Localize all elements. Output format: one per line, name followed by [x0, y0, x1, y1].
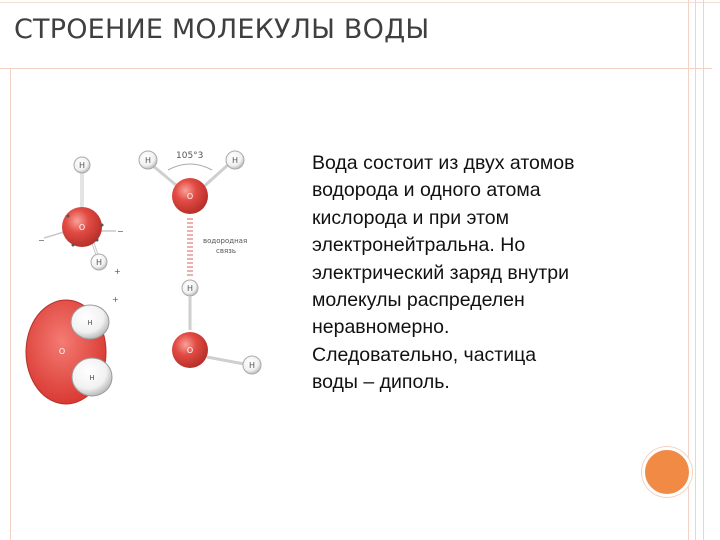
body-line: водорода и одного атома	[312, 179, 541, 202]
hydrogen-symbol: H	[89, 374, 95, 382]
hydrogen-symbol: H	[78, 161, 86, 170]
hydrogen-bond-label: водородная	[203, 237, 248, 245]
body-line: молекулы распределен	[312, 289, 525, 312]
oxygen-symbol: O	[186, 346, 194, 355]
bond-angle-arc	[168, 164, 212, 170]
hydrogen-symbol: H	[231, 156, 239, 165]
body-line: Следовательно, частица	[312, 343, 537, 366]
body-line: электрический заряд внутри	[312, 261, 569, 284]
hydrogen-bond-label: связь	[216, 247, 237, 255]
space-filling-model	[26, 295, 119, 404]
body-line: воды – диполь.	[312, 371, 450, 394]
tetrahedral-molecule	[38, 157, 124, 276]
charge-minus-label: −	[117, 227, 124, 236]
body-line: Вода состоит из двух атомов	[312, 152, 575, 174]
bond-line	[207, 357, 244, 364]
oxygen-symbol: O	[78, 223, 86, 232]
hydrogen-symbol: H	[95, 258, 103, 267]
hydrogen-symbol: H	[248, 361, 256, 370]
charge-plus-label: +	[114, 267, 121, 276]
lone-pair-dot	[101, 224, 104, 227]
hydrogen-symbol: H	[144, 156, 152, 165]
hydrogen-bond-diagram	[139, 151, 261, 374]
lone-pair-dot	[67, 215, 70, 218]
body-line: кислорода и при этом	[312, 206, 510, 229]
oxygen-symbol: O	[186, 192, 194, 201]
oxygen-symbol: O	[58, 347, 66, 356]
bond-angle-label: 105°3	[176, 151, 204, 161]
body-line: неравномерно.	[312, 316, 450, 339]
body-line: электронейтральна. Но	[312, 234, 526, 257]
bond-line	[44, 232, 64, 238]
lone-pair-dot	[72, 244, 75, 247]
hydrogen-symbol: H	[87, 319, 93, 327]
slide-title: СТРОЕНИЕ МОЛЕКУЛЫ ВОДЫ	[14, 14, 430, 45]
charge-minus-label: −	[38, 236, 45, 245]
charge-plus-label: +	[112, 295, 119, 304]
lone-pair-dot	[96, 239, 99, 242]
hydrogen-symbol: H	[186, 284, 194, 293]
